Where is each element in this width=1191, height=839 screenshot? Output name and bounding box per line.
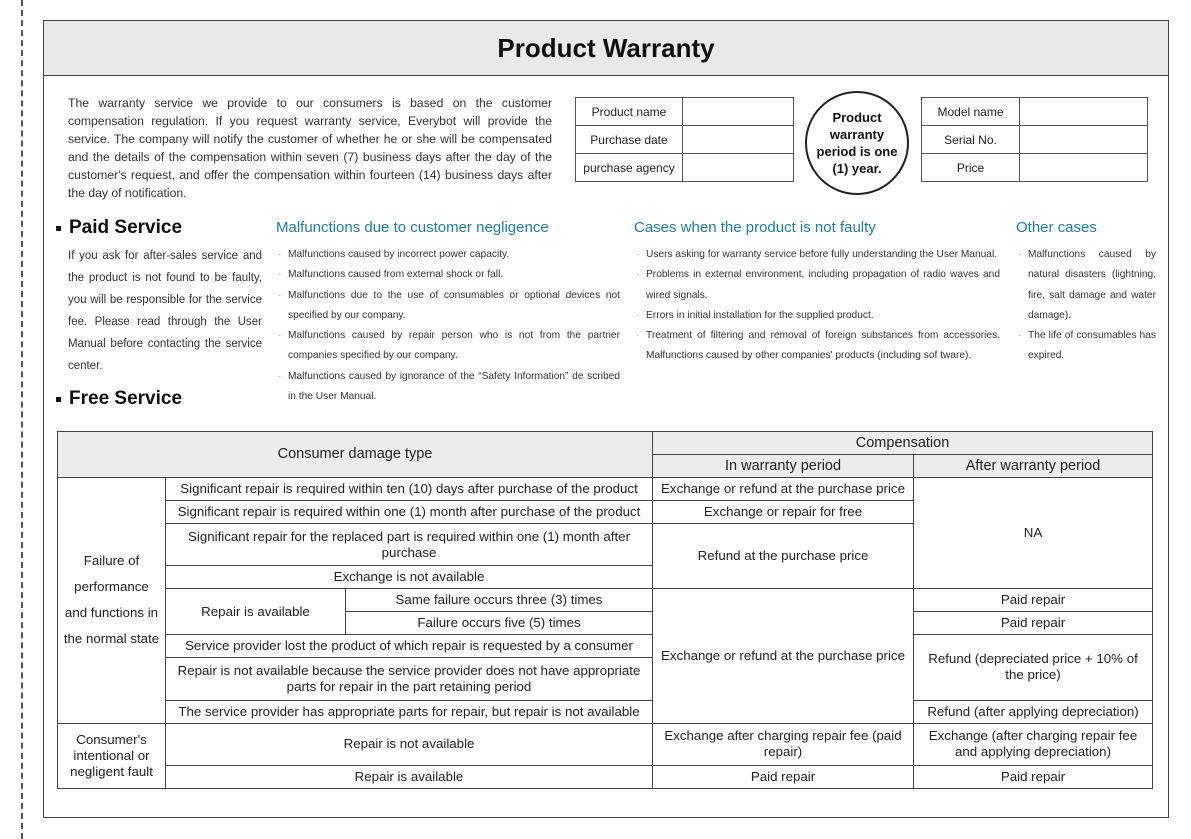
list-item: · Problems in external environment, including propagation of radio waves and wired signals. <box>634 265 1000 306</box>
title-bar <box>44 21 1168 76</box>
not-faulty-list <box>634 245 1000 367</box>
product-info-row <box>576 154 794 182</box>
list-item: · Malfunctions caused by natural disasters (lightning, fire, salt damage and water damage). <box>1016 245 1156 326</box>
list-item: · Malfunctions caused by incorrect power capacity. <box>276 245 620 265</box>
in-warranty-cell: Exchange or refund at the purchase price <box>653 477 914 500</box>
after-warranty-cell: Refund (depreciated price + 10% of the price) <box>914 635 1153 700</box>
after-warranty-header: After warranty period <box>914 454 1153 477</box>
product-info-row <box>576 126 794 154</box>
other-cases-heading: Other cases <box>1016 219 1097 236</box>
table-row <box>58 635 1153 658</box>
damage-type-header: Consumer damage type <box>58 432 653 478</box>
model-name-label: Model name <box>922 98 1020 126</box>
product-name-label: Product name <box>576 98 683 126</box>
in-warranty-header: In warranty period <box>653 454 914 477</box>
list-item: · Malfunctions due to the use of consumables or optional devices not specified by our company. <box>276 286 620 327</box>
in-warranty-cell: Exchange after charging repair fee (paid repair) <box>653 723 914 765</box>
list-item: · Errors in initial installation for the supplied product. <box>634 306 1000 326</box>
product-info-table <box>575 97 794 182</box>
product-info-row <box>576 98 794 126</box>
price-field[interactable] <box>1020 154 1148 182</box>
compensation-header: Compensation <box>653 432 1153 455</box>
in-warranty-cell: Exchange or refund at the purchase price <box>653 589 914 723</box>
model-info-table <box>921 97 1148 182</box>
paid-service-title: Paid Service <box>69 217 183 238</box>
not-faulty-heading: Cases when the product is not faulty <box>634 219 876 236</box>
model-info-row <box>922 126 1148 154</box>
model-info-row <box>922 154 1148 182</box>
list-item: · The life of consumables has expired. <box>1016 326 1156 367</box>
purchase-date-label: Purchase date <box>576 126 683 154</box>
damage-type-cell: Failure occurs five (5) times <box>346 612 653 635</box>
bullet-icon <box>56 226 61 231</box>
model-info-row <box>922 98 1148 126</box>
damage-type-cell: Service provider lost the product of which repair is requested by a consumer <box>166 635 653 658</box>
damage-type-cell: Repair is not available <box>166 723 653 765</box>
table-header-row <box>58 432 1153 455</box>
list-item: · Users asking for warranty service before fully understanding the User Manual. <box>634 245 1000 265</box>
bullet-icon <box>56 397 61 402</box>
damage-type-cell: Repair is not available because the service provider does not have appropriate parts for repair in the part retaining period <box>166 658 653 700</box>
serial-no-field[interactable] <box>1020 126 1148 154</box>
warranty-period-badge <box>805 91 909 195</box>
page-title: Product Warranty <box>497 32 715 63</box>
list-item: · Treatment of filtering and removal of foreign substances from accessories. Malfunctions caused by other companies' products (including sof tware). <box>634 326 1000 367</box>
price-label: Price <box>922 154 1020 182</box>
after-warranty-cell: Refund (after applying depreciation) <box>914 700 1153 723</box>
purchase-agency-label: purchase agency <box>576 154 683 182</box>
cut-line <box>21 0 23 839</box>
table-row <box>58 477 1153 500</box>
other-cases-list <box>1016 245 1156 367</box>
paid-service-description: If you ask for after-sales service and the product is not found to be faulty, you will be responsible for the service fee. Please read through the User Manual before contacting the service center. <box>68 250 262 372</box>
damage-type-cell: The service provider has appropriate parts for repair, but repair is not available <box>166 700 653 723</box>
table-row <box>58 589 1153 612</box>
in-warranty-cell: Paid repair <box>653 765 914 788</box>
table-row <box>58 723 1153 765</box>
model-name-field[interactable] <box>1020 98 1148 126</box>
repair-available-cell: Repair is available <box>166 589 346 635</box>
malfunctions-list <box>276 245 620 407</box>
compensation-table <box>57 431 1153 789</box>
free-service-title: Free Service <box>69 388 183 409</box>
damage-type-cell: Exchange is not available <box>166 566 653 589</box>
after-warranty-cell: Exchange (after charging repair fee and applying depreciation) <box>914 723 1153 765</box>
list-item: · Malfunctions caused from external shock or fall. <box>276 265 620 285</box>
free-service-heading <box>56 388 182 410</box>
damage-type-cell: Significant repair is required within ten (10) days after purchase of the product <box>166 477 653 500</box>
cause-fault-cell: Consumer's intentional or negligent fault <box>58 723 166 788</box>
after-warranty-cell: NA <box>914 477 1153 588</box>
purchase-agency-field[interactable] <box>683 154 794 182</box>
in-warranty-cell: Refund at the purchase price <box>653 523 914 588</box>
product-name-field[interactable] <box>683 98 794 126</box>
serial-no-label: Serial No. <box>922 126 1020 154</box>
malfunctions-heading: Malfunctions due to customer negligence <box>276 219 549 236</box>
damage-type-cell: Significant repair for the replaced part is required within one (1) month after purchase <box>166 523 653 565</box>
intro-paragraph: The warranty service we provide to our consumers is based on the customer compensation regulation. If you request warranty service, Everybot will provide the service. The company will notify the customer of whether he or she will be compensated and the details of the compensation within seven (7) business days after the day of the customer's request, and offer the compensation within fourteen (14) business days after the day of notification. <box>68 96 552 200</box>
table-row <box>58 765 1153 788</box>
in-warranty-cell: Exchange or repair for free <box>653 500 914 523</box>
damage-type-cell: Significant repair is required within one (1) month after purchase of the product <box>166 500 653 523</box>
after-warranty-cell: Paid repair <box>914 612 1153 635</box>
list-item: · Malfunctions caused by ignorance of the “Safety Information” de scribed in the User Manual. <box>276 367 620 408</box>
damage-type-cell: Same failure occurs three (3) times <box>346 589 653 612</box>
warranty-period-text: Product warranty period is one (1) year. <box>816 110 898 176</box>
list-item: · Malfunctions caused by repair person who is not from the partner companies specified by our company. <box>276 326 620 367</box>
cause-failure-cell: Failure of performance and functions in the normal state <box>58 477 166 723</box>
damage-type-cell: Repair is available <box>166 765 653 788</box>
after-warranty-cell: Paid repair <box>914 589 1153 612</box>
purchase-date-field[interactable] <box>683 126 794 154</box>
after-warranty-cell: Paid repair <box>914 765 1153 788</box>
table-row <box>58 700 1153 723</box>
paid-service-heading <box>56 217 182 239</box>
